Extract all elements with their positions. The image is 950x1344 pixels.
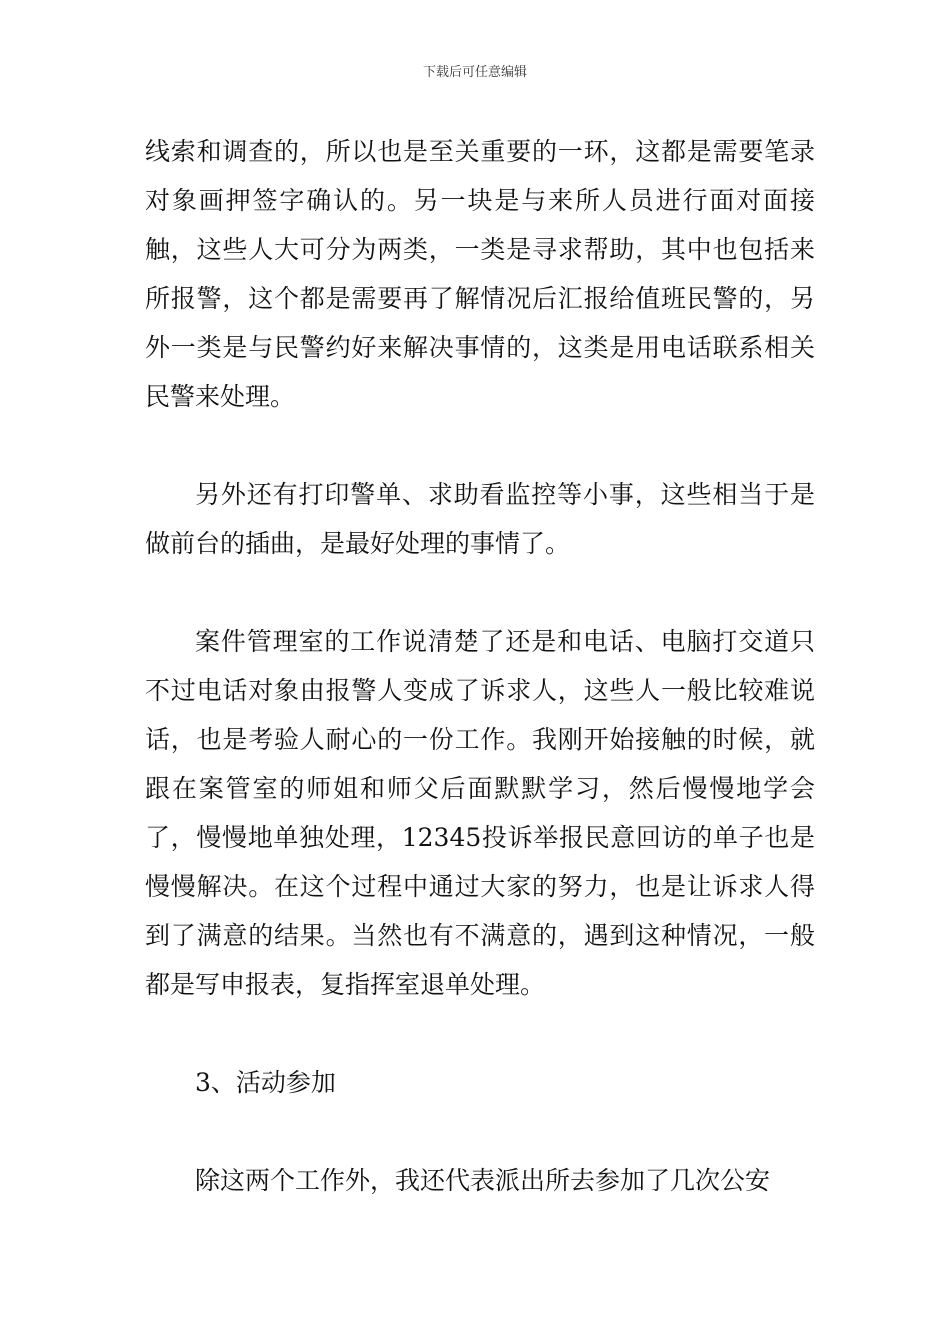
- paragraph-continuation: 线索和调查的，所以也是至关重要的一环，这都是需要笔录对象画押签字确认的。另一块是与来所人员进行面对面接触，这些人大可分为两类，一类是寻求帮助，其中也包括来所报警，这个都是需要再了解情况后汇报给值班民警的，另外一类是与民警约好来解决事情的，这类是用电话联系相关民警来处理。: [145, 137, 815, 411]
- document-body: [145, 127, 815, 1205]
- page-header-note: 下载后可任意编辑: [422, 65, 527, 80]
- section-heading-activities: 3、活动参加: [195, 1068, 336, 1097]
- paragraph-front-desk-tasks: 另外还有打印警单、求助看监控等小事，这些相当于是做前台的插曲，是最好处理的事情了。: [145, 480, 815, 558]
- paragraph-case-management: 案件管理室的工作说清楚了还是和电话、电脑打交道只不过电话对象由报警人变成了诉求人，这些人一般比较难说话，也是考验人耐心的一份工作。我刚开始接触的时候，就跟在案管室的师姐和师父后面默默学习，然后慢慢地学会了，慢慢地单独处理，12345投诉举报民意回访的单子也是慢慢解决。在这个过程中通过大家的努力，也是让诉求人得到了满意的结果。当然也有不满意的，遇到这种情况，一般都是写申报表，复指挥室退单处理。: [145, 627, 815, 999]
- paragraph-activities: 除这两个工作外，我还代表派出所去参加了几次公安: [195, 1166, 771, 1195]
